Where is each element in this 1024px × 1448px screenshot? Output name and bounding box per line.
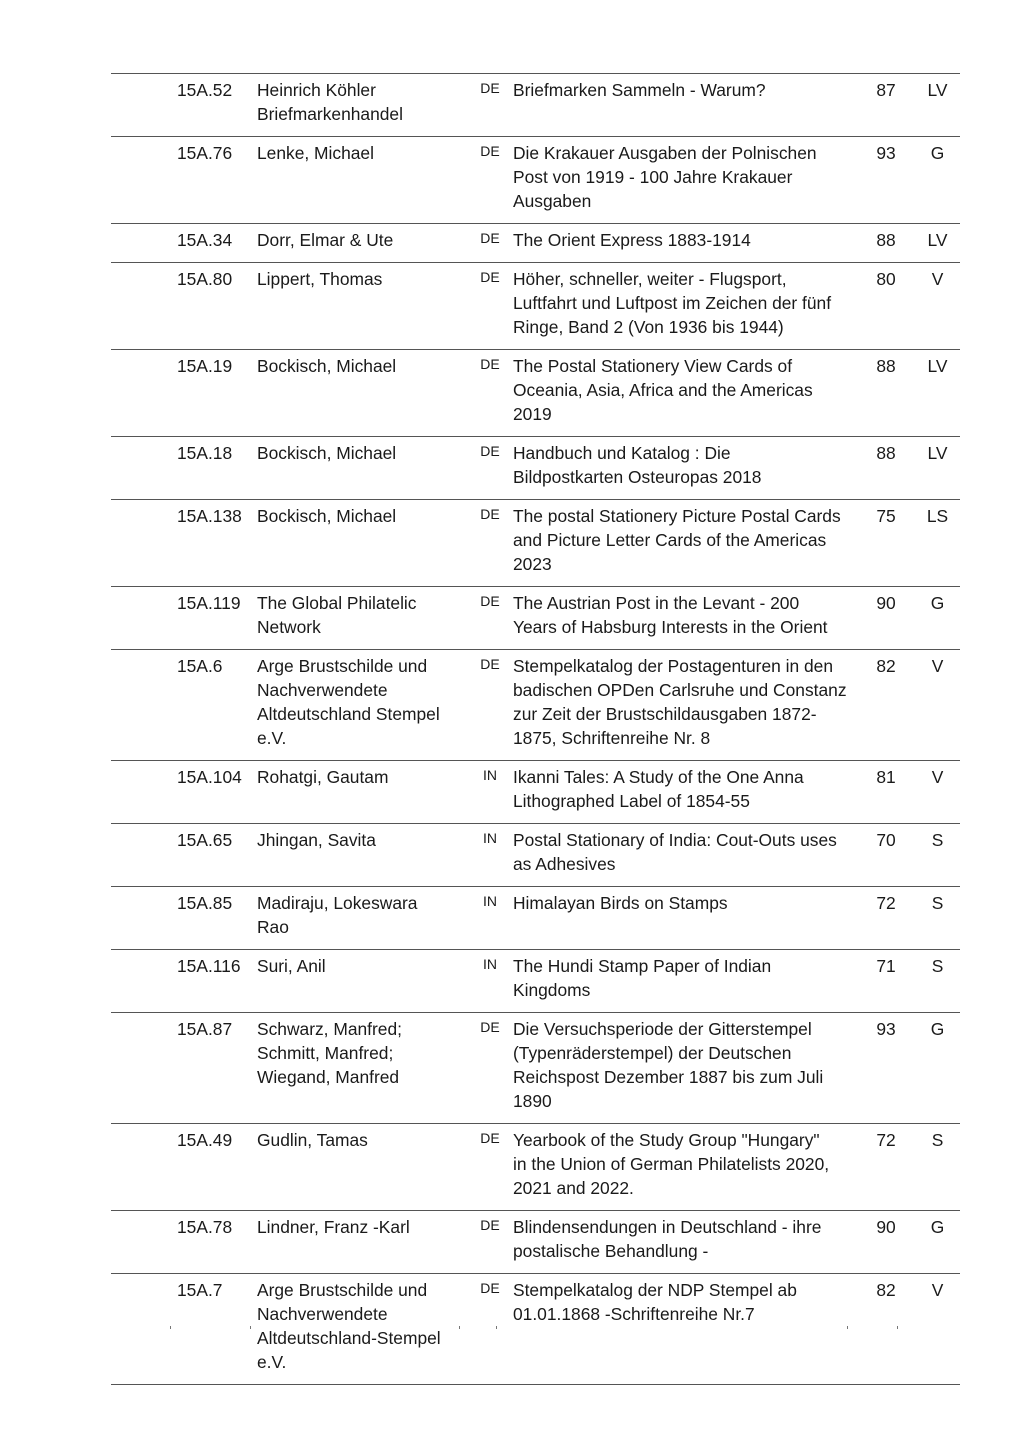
exhibit-title	[513, 78, 857, 126]
exhibit-title	[513, 504, 857, 576]
row-spacer	[111, 228, 177, 252]
exhibit-title-line: 2023	[513, 554, 552, 574]
points: 88	[876, 356, 896, 376]
country-code: DE	[480, 656, 500, 672]
exhibitor-name-line: Schmitt, Manfred;	[257, 1043, 394, 1063]
exhibit-title-line: Post von 1919 - 100 Jahre Krakauer	[513, 167, 793, 187]
points: 72	[876, 893, 896, 913]
medal-class: S	[931, 893, 944, 913]
exhibit-title-line: 2021 and 2022.	[513, 1178, 634, 1198]
exhibit-title	[513, 1017, 857, 1113]
exhibitor-name	[257, 1215, 467, 1263]
medal-class: V	[931, 1280, 944, 1300]
exhibitor-name	[257, 228, 467, 252]
row-spacer	[111, 267, 177, 339]
exhibitor-name-line: Suri, Anil	[257, 956, 326, 976]
exhibitor-name	[257, 891, 467, 939]
exhibitor-name-line: Altdeutschland-Stempel	[257, 1328, 441, 1348]
points: 71	[876, 956, 896, 976]
exhibit-title-line: Die Versuchsperiode der Gitterstempel	[513, 1019, 812, 1039]
exhibitor-name	[257, 1017, 467, 1113]
row-spacer	[111, 954, 177, 1002]
exhibitor-name-line: Nachverwendete	[257, 1304, 388, 1324]
exhibit-title-line: The Austrian Post in the Levant - 200	[513, 593, 800, 613]
exhibit-number: 15A.52	[177, 80, 233, 100]
points: 90	[876, 593, 896, 613]
exhibit-number: 15A.85	[177, 893, 233, 913]
exhibit-title-line: Die Krakauer Ausgaben der Polnischen	[513, 143, 817, 163]
exhibitor-name-line: The Global Philatelic	[257, 593, 417, 613]
exhibit-number: 15A.116	[177, 956, 241, 976]
exhibit-title-line: postalische Behandlung -	[513, 1241, 709, 1261]
exhibitor-name-line: Rohatgi, Gautam	[257, 767, 389, 787]
row-spacer	[111, 78, 177, 126]
exhibitor-name-line: Bockisch, Michael	[257, 506, 397, 526]
exhibit-title-line: Ringe, Band 2 (Von 1936 bis 1944)	[513, 317, 784, 337]
exhibitor-name-line: Jhingan, Savita	[257, 830, 376, 850]
exhibitor-name	[257, 654, 467, 750]
points: 70	[876, 830, 896, 850]
exhibit-title-line: Years of Habsburg Interests in the Orient	[513, 617, 828, 637]
exhibit-number: 15A.6	[177, 656, 223, 676]
exhibitor-name	[257, 765, 467, 813]
country-code: DE	[480, 506, 500, 522]
exhibit-title-line: 1875, Schriftenreihe Nr. 8	[513, 728, 711, 748]
exhibit-title-line: The Postal Stationery View Cards of	[513, 356, 793, 376]
exhibit-number: 15A.7	[177, 1280, 223, 1300]
exhibit-table	[111, 73, 960, 1385]
exhibit-title-line: Höher, schneller, weiter - Flugsport,	[513, 269, 787, 289]
table-row	[111, 1211, 960, 1274]
table-row	[111, 263, 960, 350]
points: 90	[876, 1217, 896, 1237]
medal-class: LV	[927, 356, 948, 376]
points: 80	[876, 269, 896, 289]
exhibit-number: 15A.87	[177, 1019, 233, 1039]
exhibit-title	[513, 228, 857, 252]
medal-class: LV	[927, 80, 948, 100]
row-spacer	[111, 828, 177, 876]
points: 87	[876, 80, 896, 100]
country-code: DE	[480, 593, 500, 609]
country-code: IN	[483, 830, 497, 846]
medal-class: S	[931, 1130, 944, 1150]
table-row	[111, 887, 960, 950]
exhibit-title-line: Himalayan Birds on Stamps	[513, 893, 728, 913]
medal-class: LS	[926, 506, 949, 526]
exhibit-title-line: 2019	[513, 404, 552, 424]
exhibitor-name	[257, 141, 467, 213]
points: 93	[876, 143, 896, 163]
country-code: DE	[480, 143, 500, 159]
table-row	[111, 1013, 960, 1124]
table-row	[111, 761, 960, 824]
points: 88	[876, 230, 896, 250]
exhibitor-name-line: Lindner, Franz -Karl	[257, 1217, 410, 1237]
country-code: DE	[480, 80, 500, 96]
country-code: DE	[480, 443, 500, 459]
exhibit-title	[513, 141, 857, 213]
medal-class: LV	[927, 230, 948, 250]
exhibit-number: 15A.78	[177, 1217, 233, 1237]
medal-class: V	[931, 269, 944, 289]
row-spacer	[111, 591, 177, 639]
table-row	[111, 350, 960, 437]
points: 82	[876, 1280, 896, 1300]
exhibitor-name-line: Lenke, Michael	[257, 143, 374, 163]
exhibitor-name	[257, 1128, 467, 1200]
column-tick	[897, 1326, 898, 1329]
exhibit-number: 15A.138	[177, 506, 242, 526]
exhibitor-name	[257, 441, 467, 489]
country-code: DE	[480, 230, 500, 246]
exhibitor-name-line: Schwarz, Manfred;	[257, 1019, 402, 1039]
exhibitor-name-line: Altdeutschland Stempel	[257, 704, 440, 724]
exhibitor-name	[257, 591, 467, 639]
exhibitor-name-line: Nachverwendete	[257, 680, 388, 700]
medal-class: G	[930, 1217, 945, 1237]
exhibit-number: 15A.76	[177, 143, 233, 163]
exhibit-title-line: Postal Stationary of India: Cout-Outs uses	[513, 830, 837, 850]
exhibit-title	[513, 654, 857, 750]
exhibit-title-line: Luftfahrt und Luftpost im Zeichen der fünf	[513, 293, 832, 313]
exhibit-title	[513, 765, 857, 813]
country-code: DE	[480, 1130, 500, 1146]
table-row	[111, 950, 960, 1013]
exhibitor-name-line: Network	[257, 617, 321, 637]
exhibit-title-line: (Typenräderstempel) der Deutschen	[513, 1043, 792, 1063]
exhibitor-name-line: Bockisch, Michael	[257, 443, 397, 463]
points: 81	[876, 767, 896, 787]
exhibitor-name-line: Heinrich Köhler	[257, 80, 376, 100]
exhibitor-name-line: Wiegand, Manfred	[257, 1067, 400, 1087]
exhibitor-name-line: Briefmarkenhandel	[257, 104, 403, 124]
medal-class: G	[930, 1019, 945, 1039]
country-code: DE	[480, 269, 500, 285]
exhibit-title	[513, 354, 857, 426]
table-row	[111, 587, 960, 650]
exhibitor-name-line: Lippert, Thomas	[257, 269, 383, 289]
points: 75	[876, 506, 896, 526]
exhibit-title-line: badischen OPDen Carlsruhe und Constanz	[513, 680, 847, 700]
exhibitor-name-line: e.V.	[257, 728, 287, 748]
exhibit-title	[513, 441, 857, 489]
exhibitor-name	[257, 267, 467, 339]
exhibit-title-line: The postal Stationery Picture Postal Cards	[513, 506, 841, 526]
exhibit-title-line: Kingdoms	[513, 980, 591, 1000]
exhibit-title-line: Stempelkatalog der NDP Stempel ab	[513, 1280, 797, 1300]
country-code: IN	[483, 956, 497, 972]
row-spacer	[111, 1128, 177, 1200]
row-spacer	[111, 141, 177, 213]
table-row	[111, 500, 960, 587]
exhibit-number: 15A.18	[177, 443, 233, 463]
exhibitor-name	[257, 354, 467, 426]
table-row	[111, 137, 960, 224]
medal-class: G	[930, 593, 945, 613]
exhibitor-name-line: Gudlin, Tamas	[257, 1130, 368, 1150]
points: 82	[876, 656, 896, 676]
exhibit-title-line: Yearbook of the Study Group "Hungary"	[513, 1130, 820, 1150]
table-row	[111, 74, 960, 137]
points: 88	[876, 443, 896, 463]
column-tick	[459, 1326, 460, 1329]
row-spacer	[111, 354, 177, 426]
exhibit-title-line: Oceania, Asia, Africa and the Americas	[513, 380, 813, 400]
exhibit-title-line: and Picture Letter Cards of the Americas	[513, 530, 827, 550]
column-tick	[847, 1326, 848, 1329]
exhibitor-name-line: Bockisch, Michael	[257, 356, 397, 376]
medal-class: V	[931, 656, 944, 676]
table-row	[111, 437, 960, 500]
points: 72	[876, 1130, 896, 1150]
exhibit-number: 15A.80	[177, 269, 233, 289]
row-spacer	[111, 504, 177, 576]
exhibit-title-line: as Adhesives	[513, 854, 616, 874]
country-code: IN	[483, 893, 497, 909]
exhibit-title-line: 1890	[513, 1091, 552, 1111]
exhibitor-name	[257, 828, 467, 876]
exhibitor-name	[257, 954, 467, 1002]
exhibitor-name-line: Madiraju, Lokeswara	[257, 893, 418, 913]
points: 93	[876, 1019, 896, 1039]
exhibit-number: 15A.65	[177, 830, 233, 850]
exhibit-title-line: The Orient Express 1883-1914	[513, 230, 751, 250]
row-spacer	[111, 654, 177, 750]
country-code: IN	[483, 767, 497, 783]
exhibit-number: 15A.19	[177, 356, 233, 376]
exhibit-title-line: Lithographed Label of 1854-55	[513, 791, 750, 811]
exhibit-number: 15A.119	[177, 593, 241, 613]
exhibit-title	[513, 267, 857, 339]
country-code: DE	[480, 1019, 500, 1035]
exhibitor-name-line: Dorr, Elmar & Ute	[257, 230, 394, 250]
medal-class: G	[930, 143, 945, 163]
exhibitor-name-line: Arge Brustschilde und	[257, 656, 428, 676]
medal-class: S	[931, 956, 944, 976]
exhibit-title-line: 01.01.1868 -Schriftenreihe Nr.7	[513, 1304, 755, 1324]
country-code: DE	[480, 1280, 500, 1296]
exhibitor-name-line: Rao	[257, 917, 289, 937]
exhibit-title	[513, 828, 857, 876]
exhibit-title-line: zur Zeit der Brustschildausgaben 1872-	[513, 704, 817, 724]
row-spacer	[111, 1017, 177, 1113]
table-row	[111, 1124, 960, 1211]
row-spacer	[111, 441, 177, 489]
medal-class: LV	[927, 443, 948, 463]
exhibit-title-line: The Hundi Stamp Paper of Indian	[513, 956, 772, 976]
exhibit-title	[513, 1128, 857, 1200]
column-tick	[170, 1326, 171, 1329]
column-tick	[250, 1326, 251, 1329]
exhibit-title	[513, 954, 857, 1002]
exhibit-title	[513, 1215, 857, 1263]
exhibit-title-line: Ausgaben	[513, 191, 592, 211]
exhibit-number: 15A.49	[177, 1130, 233, 1150]
exhibitor-name-line: e.V.	[257, 1352, 287, 1372]
medal-class: S	[931, 830, 944, 850]
country-code: DE	[480, 356, 500, 372]
exhibit-title-line: Ikanni Tales: A Study of the One Anna	[513, 767, 804, 787]
exhibit-title-line: Briefmarken Sammeln - Warum?	[513, 80, 766, 100]
medal-class: V	[931, 767, 944, 787]
table-row	[111, 650, 960, 761]
exhibit-title-line: in the Union of German Philatelists 2020,	[513, 1154, 830, 1174]
exhibit-title-line: Blindensendungen in Deutschland - ihre	[513, 1217, 822, 1237]
exhibit-title-line: Stempelkatalog der Postagenturen in den	[513, 656, 834, 676]
exhibitor-name	[257, 78, 467, 126]
exhibit-title	[513, 891, 857, 939]
column-tick	[496, 1326, 497, 1329]
exhibit-title	[513, 591, 857, 639]
exhibit-title-line: Bildpostkarten Osteuropas 2018	[513, 467, 762, 487]
table-row	[111, 824, 960, 887]
row-spacer	[111, 765, 177, 813]
table-row	[111, 224, 960, 263]
exhibit-title-line: Handbuch und Katalog : Die	[513, 443, 731, 463]
exhibit-number: 15A.34	[177, 230, 233, 250]
row-spacer	[111, 891, 177, 939]
table-column-ticks	[111, 1326, 960, 1330]
country-code: DE	[480, 1217, 500, 1233]
exhibitor-name-line: Arge Brustschilde und	[257, 1280, 428, 1300]
row-spacer	[111, 1215, 177, 1263]
exhibit-number: 15A.104	[177, 767, 242, 787]
exhibitor-name	[257, 504, 467, 576]
exhibit-title-line: Reichspost Dezember 1887 bis zum Juli	[513, 1067, 824, 1087]
